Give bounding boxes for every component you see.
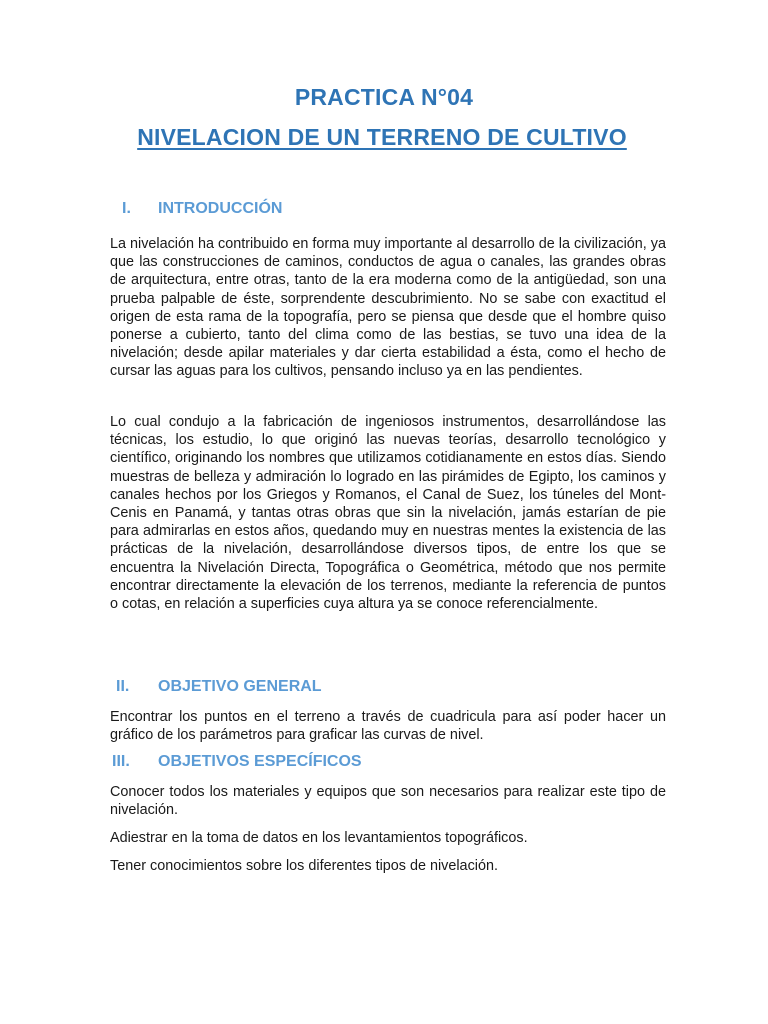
section-number: III. [112,753,130,770]
objetivo-especifico-1: Conocer todos los materiales y equipos que son necesarios para realizar este tipo de nivelación. [110,784,666,819]
intro-paragraph-2: Lo cual condujo a la fabricación de ingeniosos instrumentos, desarrollándose las técnicas, los estudio, lo que originó las nuevas teorías, desarrollo tecnológico y científico, originando los nombres que utilizamos cotidianamente en estos días. Siendo muestras de belleza y admiración lo logrado en las pirámides de Egipto, los caminos y canales hechos por los Griegos y Romanos, el Canal de Suez, los túneles del Mont-Cenis en Panamá, y tantas otras obras que sin la nivelación, jamás estarían de pie para admirarlas en estos años, quedando muy en nuestras mentes la existencia de las prácticas de la nivelación, desarrollándose diversos tipos, de entre los que se encuentra la Nivelación Directa, Topográfica o Geométrica, método que nos permite encontrar directamente la elevación de los terrenos, mediante la referencia de puntos o cotas, en relación a superficies cuya altura ya se conoce referencialmente. [110,414,666,613]
intro-paragraph-1: La nivelación ha contribuido en forma muy importante al desarrollo de la civilización, ya que las construcciones de caminos, conductos de agua o canales, las grandes obras de arquitectura, entre otras, tanto de la era moderna como de la antigüedad, son una prueba palpable de éste, sorprendente descubrimiento. No se sabe con exactitud el origen de esta rama de la topografía, pero se piensa que desde que el hombre quiso ponerse a cubierto, tanto del clima como de las bestias, se tuvo una idea de la nivelación; desde apilar materiales y dar cierta estabilidad a ésta, como el hecho de cursar las aguas para los cultivos, pensando incluso ya en las pendientes. [110,236,666,380]
document-subtitle: NIVELACION DE UN TERRENO DE CULTIVO [137,124,627,150]
section-title: OBJETIVOS ESPECÍFICOS [158,753,362,770]
objetivo-especifico-3: Tener conocimientos sobre los diferentes tipos de nivelación. [110,858,498,874]
section-number: II. [116,678,130,695]
document-title: PRACTICA N°04 [294,84,474,110]
objetivo-especifico-2: Adiestrar en la toma de datos en los levantamientos topográficos. [110,830,528,846]
objetivo-general-paragraph: Encontrar los puntos en el terreno a través de cuadricula para así poder hacer un gráfico de los parámetros para graficar las curvas de nivel. [110,709,666,744]
section-title: OBJETIVO GENERAL [158,678,322,695]
section-number: I. [122,200,131,217]
section-title: INTRODUCCIÓN [158,200,283,217]
